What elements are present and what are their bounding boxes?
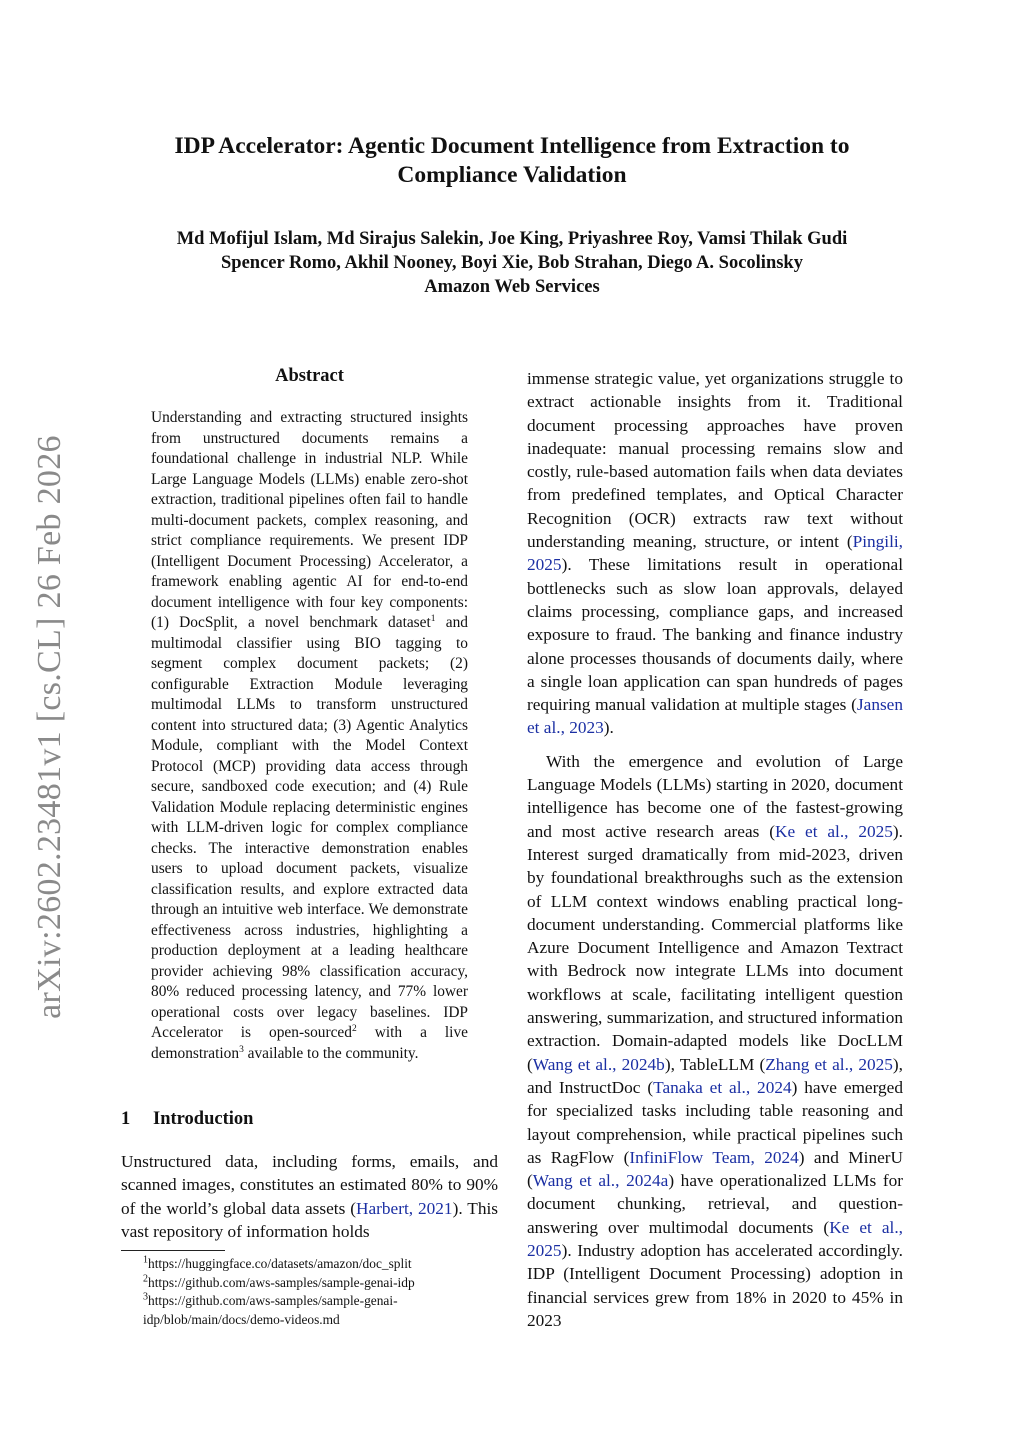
abstract-text-4: available to the community. — [243, 1044, 419, 1062]
section-number: 1 — [121, 1109, 131, 1129]
citation-link[interactable]: Wang et al., 2024b — [532, 1054, 665, 1074]
citation-link[interactable]: Zhang et al., 2025 — [765, 1054, 893, 1074]
footnote-ref-3[interactable]: 3 — [239, 1044, 244, 1055]
body-text: immense strategic value, yet organizations struggle to extract actionable insights from it. Traditional document processing approaches have proven inadequate: manual processing remains slow and costly, rule-based automation fails when data deviates from predefined templates, and Optical Character Recognition (OCR) extracts raw text without understanding meaning, structure, or intent ( — [527, 369, 903, 552]
title-line-1: IDP Accelerator: Agentic Document Intelligence from Extraction to — [174, 133, 850, 159]
intro-text: ). This vast repository of information holds — [121, 1198, 498, 1241]
abstract-text-3: with a live demonstration — [151, 1024, 468, 1062]
intro-text: Unstructured data, including forms, emails, and scanned images, constitutes an estimated 80% to 90% of the world’s global data assets ( — [121, 1152, 498, 1218]
body-text: ) have operationalized LLMs for document chunking, retrieval, and question-answering over multimodal documents ( — [527, 1171, 904, 1237]
footnote-divider — [121, 1250, 225, 1251]
authors-line-1: Md Mofijul Islam, Md Sirajus Salekin, Joe King, Priyashree Roy, Vamsi Thilak Gudi — [176, 229, 848, 249]
arxiv-sidebar — [20, 412, 80, 1042]
introduction-paragraph — [121, 1150, 498, 1243]
body-text: ). Industry adoption has accelerated accordingly. IDP (Intelligent Document Processing) adoption in financial services grew from 18% in 2020 to 45% in 2023 — [527, 1240, 903, 1330]
footnotes — [121, 1255, 498, 1329]
footnote-2 — [121, 1274, 498, 1293]
body-text: With the emergence and evolution of Large Language Models (LLMs) starting in 2020, document intelligence has become one of the fastest-growing and most active research areas ( — [527, 751, 903, 841]
footnote-url[interactable]: https://huggingface.co/datasets/amazon/doc_split — [148, 1256, 412, 1271]
body-text: ), TableLLM ( — [664, 1054, 766, 1074]
paper-title — [0, 132, 1024, 190]
section-title: Introduction — [153, 1109, 254, 1129]
footnote-3 — [121, 1292, 498, 1329]
footnote-number: 2 — [143, 1273, 148, 1285]
paragraph — [527, 750, 903, 1332]
author-block — [0, 227, 1024, 299]
abstract-heading: Abstract — [275, 366, 344, 386]
body-text: ) and MinerU ( — [527, 1147, 903, 1191]
body-text: ). Interest surged dramatically from mid-2023, driven by foundational breakthroughs such as the extension of LLM context windows enabling practical long-document understanding. Commercial platforms like Azure Document Intelligence and Amazon Textract with Bedrock now integrate LLMs into document workflows at scale, facilitating intelligent question answering, summarization, and structured information extraction. Domain-adapted models like DocLLM ( — [527, 821, 903, 1074]
body-text: ). — [603, 718, 614, 738]
abstract-body — [151, 408, 468, 1064]
citation-link[interactable]: Ke et al., 2025 — [527, 1217, 903, 1260]
citation-link[interactable]: InfiniFlow Team, 2024 — [629, 1147, 799, 1167]
citation-link[interactable]: Jansen et al., 2023 — [527, 695, 903, 738]
right-column — [527, 367, 903, 1332]
body-text: ), and InstructDoc ( — [527, 1054, 903, 1097]
citation-link[interactable]: Ke et al., 2025 — [775, 821, 893, 841]
body-text: ) have emerged for specialized tasks including table reasoning and layout comprehension, while practical pipelines such as RagFlow ( — [527, 1077, 903, 1167]
footnote-url[interactable]: https://github.com/aws-samples/sample-genai-idp/blob/main/docs/demo-videos.md — [143, 1293, 398, 1327]
citation-link[interactable]: Pingili, 2025 — [527, 532, 903, 575]
citation-link[interactable]: Tanaka et al., 2024 — [653, 1077, 792, 1097]
paragraph — [527, 367, 903, 740]
footnote-url[interactable]: https://github.com/aws-samples/sample-genai-idp — [148, 1274, 415, 1290]
section-heading-introduction — [121, 1109, 253, 1130]
abstract-text-1: Understanding and extracting structured insights from unstructured documents remains a foundational challenge in industrial NLP. While Large Language Models (LLMs) enable zero-shot extraction, traditional pipelines often fail to handle multi-document packets, complex reasoning, and strict compliance requirements. We present IDP (Intelligent Document Processing) Accelerator, a framework enabling agentic AI for end-to-end document intelligence with four key components: (1) DocSplit, a novel benchmark dataset — [151, 409, 468, 631]
footnote-ref-1[interactable]: 1 — [430, 613, 436, 624]
abstract-text-2: and multimodal classifier using BIO tagging to segment complex document packets; (2) configurable Extraction Module leveraging multimodal LLMs to transform unstructured content into structured data; (3) Agentic Analytics Module, compliant with the Model Context Protocol (MCP) providing data access through secure, sandboxed code execution; and (4) Rule Validation Module replacing deterministic engines with LLM-driven logic for complex compliance checks. The interactive demonstration enables users to upload document packets, visualize classification results, and explore extracted data through an intuitive web interface. We demonstrate effectiveness across industries, highlighting a production deployment at a leading healthcare provider achieving 98% classification accuracy, 80% reduced processing latency, and 77% lower operational costs over legacy baselines. IDP Accelerator is open-sourced — [151, 614, 468, 1041]
affiliation: Amazon Web Services — [424, 277, 600, 297]
authors-line-2: Spencer Romo, Akhil Nooney, Boyi Xie, Bob Strahan, Diego A. Socolinsky — [221, 253, 803, 273]
footnote-ref-2[interactable]: 2 — [351, 1023, 357, 1034]
footnote-number: 3 — [143, 1291, 148, 1303]
footnote-number: 1 — [143, 1254, 148, 1266]
title-line-2: Compliance Validation — [397, 162, 627, 188]
citation-link[interactable]: Wang et al., 2024a — [532, 1171, 669, 1191]
arxiv-identifier: arXiv:2602.23481v1 [cs.CL] 26 Feb 2026 — [31, 435, 68, 1019]
footnote-1 — [121, 1255, 498, 1274]
citation-link[interactable]: Harbert, 2021 — [355, 1198, 453, 1218]
body-text: ). These limitations result in operational bottlenecks such as slow loan approvals, delayed claims processing, compliance gaps, and increased exposure to fraud. The banking and finance industry alone processes thousands of documents daily, where a single loan application can span hundreds of pages requiring manual validation at multiple stages ( — [527, 555, 903, 715]
